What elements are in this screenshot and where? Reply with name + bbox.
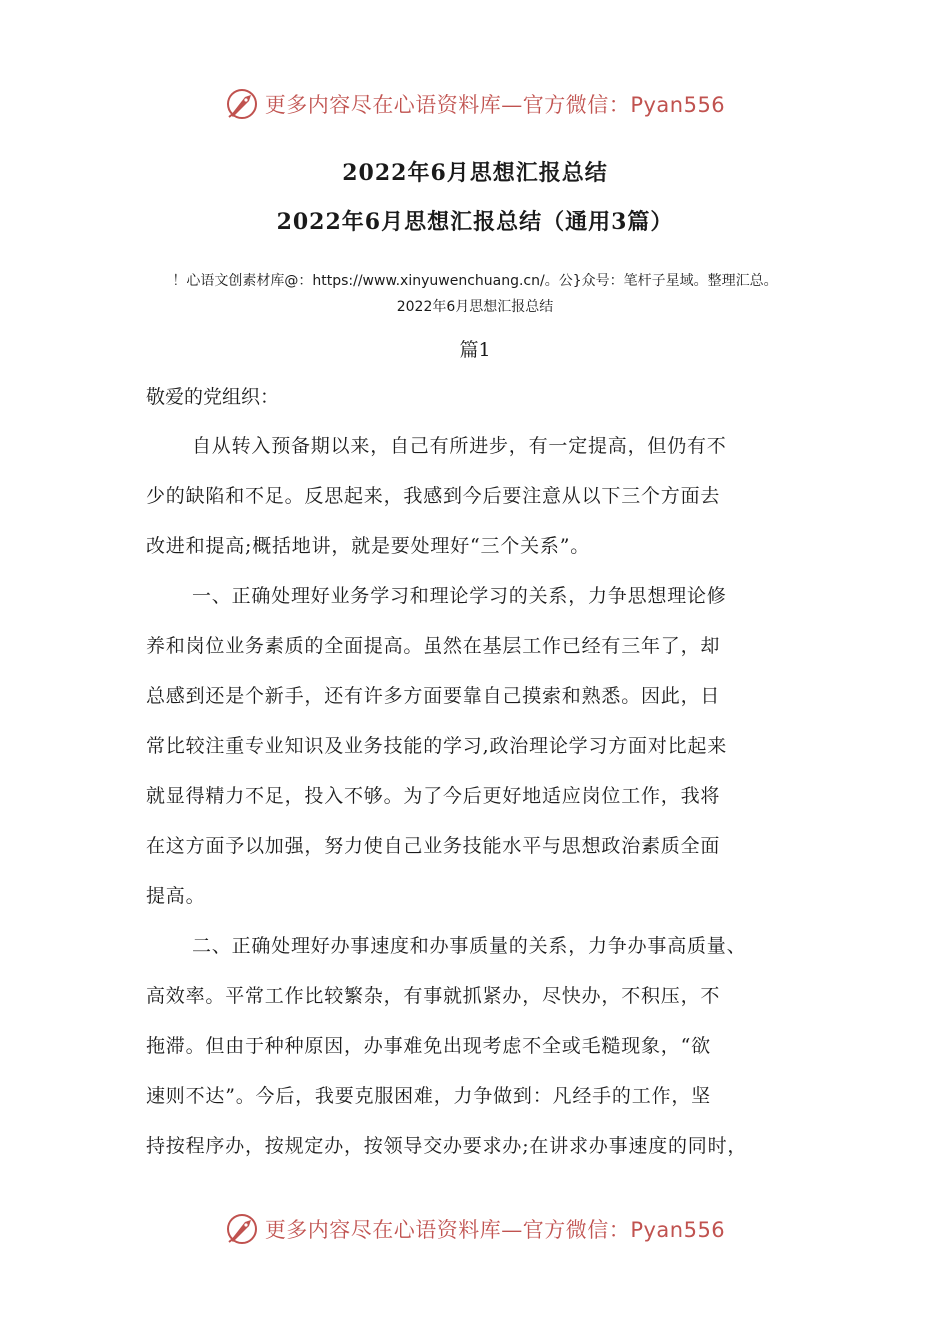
watermark-footer bbox=[0, 1207, 950, 1251]
source-title: 2022年6月思想汇报总结 bbox=[396, 299, 554, 315]
pen-nib-circle-icon bbox=[225, 87, 259, 121]
document-subtitle: 2022年6月思想汇报总结（通用3篇） bbox=[276, 209, 674, 235]
pen-nib-circle-icon bbox=[225, 1212, 259, 1246]
document-body bbox=[146, 375, 806, 1171]
paragraph bbox=[146, 571, 806, 921]
paragraph-line: 就显得精力不足，投入不够。为了今后更好地适应岗位工作，我将 bbox=[146, 785, 721, 807]
paragraph bbox=[146, 921, 806, 1171]
paragraph-line: 自从转入预备期以来，自己有所进步，有一定提高，但仍有不 bbox=[192, 435, 727, 457]
paragraph-line: 提高。 bbox=[146, 885, 206, 907]
paragraph-line: 速则不达”。今后，我要克服困难，力争做到：凡经手的工作，坚 bbox=[146, 1085, 711, 1107]
source-line: ！心语文创素材库@：https://www.xinyuwenchuang.cn/。公}众号：笔杆子星域。整理汇总。 bbox=[172, 273, 778, 289]
paragraph-line: 总感到还是个新手，还有许多方面要靠自己摸索和熟悉。因此，日 bbox=[146, 685, 721, 707]
paragraph-line: 养和岗位业务素质的全面提高。虽然在基层工作已经有三年了，却 bbox=[146, 635, 721, 657]
document-title: 2022年6月思想汇报总结 bbox=[342, 160, 608, 186]
paragraph-line: 少的缺陷和不足。反思起来，我感到今后要注意从以下三个方面去 bbox=[146, 485, 721, 507]
paragraph-line: 在这方面予以加强，努力使自己业务技能水平与思想政治素质全面 bbox=[146, 835, 721, 857]
paragraph-line: 二、正确处理好办事速度和办事质量的关系，力争办事高质量、 bbox=[192, 935, 747, 957]
paragraph bbox=[146, 421, 806, 571]
paragraph-line: 常比较注重专业知识及业务技能的学习,政治理论学习方面对比起来 bbox=[146, 735, 728, 757]
watermark-text: 更多内容尽在心语资料库—官方微信：Pyan556 bbox=[264, 1218, 726, 1242]
watermark-text: 更多内容尽在心语资料库—官方微信：Pyan556 bbox=[264, 93, 726, 117]
section-label: 篇1 bbox=[459, 339, 491, 361]
paragraph-line: 持按程序办，按规定办，按领导交办要求办;在讲求办事速度的同时， bbox=[146, 1135, 748, 1157]
paragraph-line: 一、正确处理好业务学习和理论学习的关系，力争思想理论修 bbox=[192, 585, 727, 607]
paragraph-line: 改进和提高;概括地讲，就是要处理好“三个关系”。 bbox=[146, 535, 591, 557]
paragraph-line: 拖滞。但由于种种原因，办事难免出现考虑不全或毛糙现象，“欲 bbox=[146, 1035, 711, 1057]
salutation: 敬爱的党组织： bbox=[146, 386, 280, 408]
paragraph-line: 高效率。平常工作比较繁杂，有事就抓紧办，尽快办，不积压，不 bbox=[146, 985, 721, 1007]
watermark-header bbox=[0, 82, 950, 126]
